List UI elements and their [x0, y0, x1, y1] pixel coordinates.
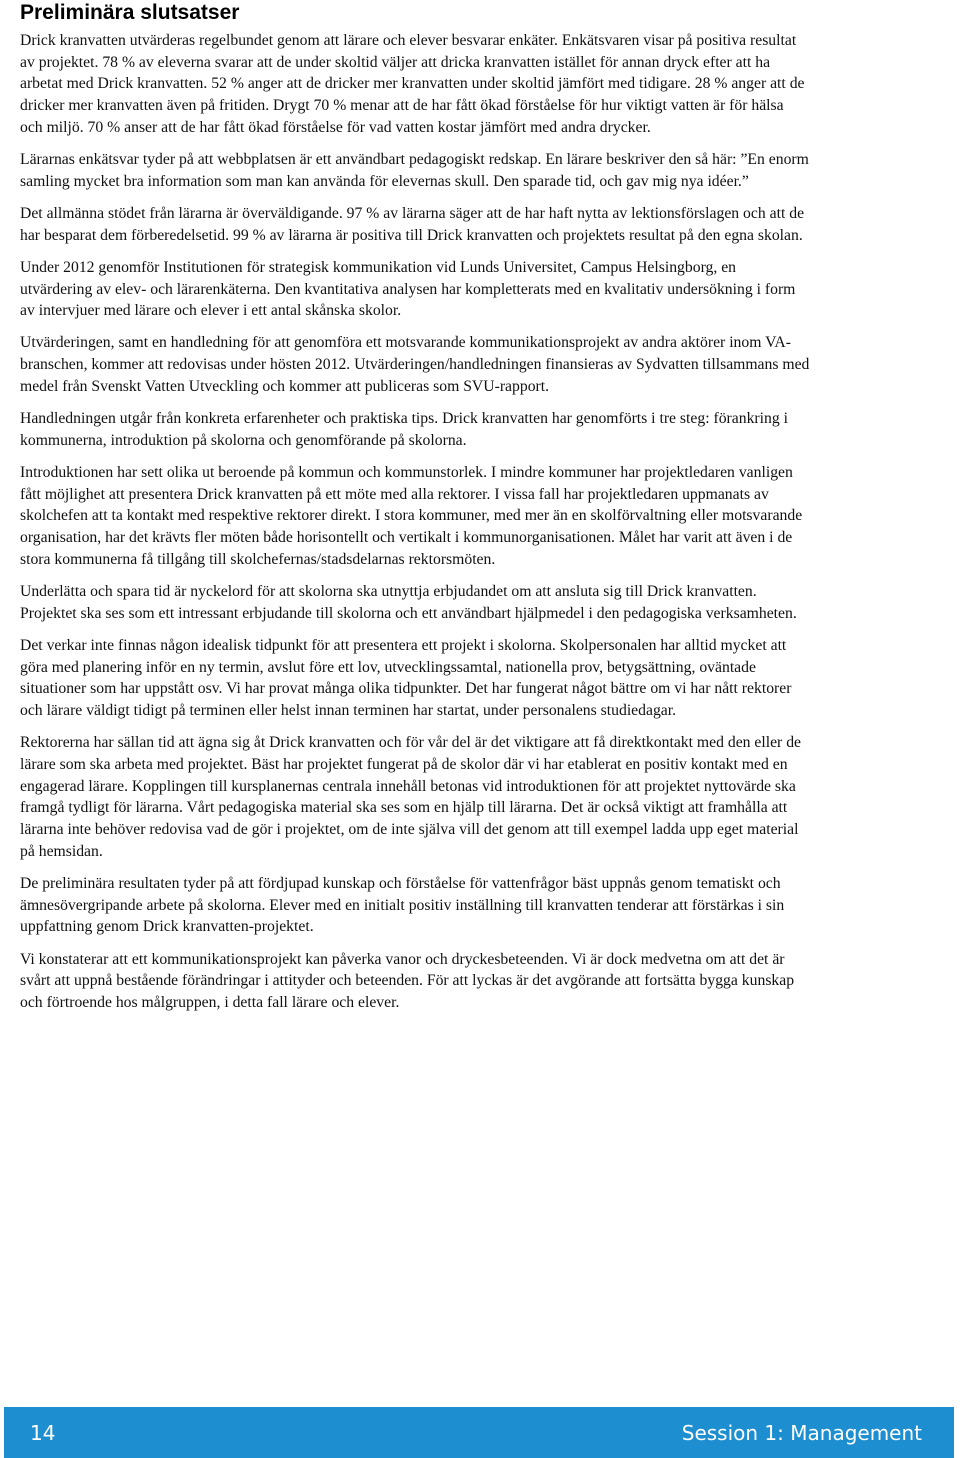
paragraph-evaluation-2012: Under 2012 genomför Institutionen för strategisk kommunikation vid Lunds Universitet, Campus Helsingborg, en utvärdering av elev- och lärarenkäterna. Den kvantitativa analysen har kompletterats med en kvalitativ undersökning i form av intervjuer med lärare och elever i ett antal skånska skolor.	[20, 258, 796, 320]
paragraph-preliminary-results: De preliminära resultaten tyder på att fördjupad kunskap och förståelse för vattenfrågor bäst uppnås genom tematiskt och ämnesövergripande arbete på skolorna. Elever med en initialt positiv inställning till kranvatten tenderar att förstärkas i sin uppfattning genom Drick kranvatten-projektet.	[20, 874, 785, 936]
section-heading: Preliminära slutsatser	[20, 1, 240, 24]
paragraph-save-time: Underlätta och spara tid är nyckelord för att skolorna ska utnyttja erbjudandet om att ansluta sig till Drick kranvatten. Projektet ska ses som ett intressant erbjudande till skolorna och ett användbart hjälpmedel i den pedagogiska verksamheten.	[20, 582, 797, 622]
page-number: 14	[30, 1421, 56, 1445]
paragraph-survey-results: Drick kranvatten utvärderas regelbundet genom att lärare och elever besvarar enkäter. Enkätsvaren visar på positiva resultat av projektet. 78 % av eleverna svarar att de under skoltid väljer att dricka kranvatten istället för annan dryck efter att ha arbetat med Drick kranvatten. 52 % anger att de dricker mer kranvatten under skoltid jämfört med tidigare. 28 % anger att de dricker mer kranvatten även på fritiden. Drygt 70 % menar att de har fått ökad förståelse för hur viktigt vatten är för hälsa och miljö. 70 % anser att de har fått ökad förståelse för vad vatten kostar jämfört med andra drycker.	[20, 32, 805, 136]
paragraph-guide-steps: Handledningen utgår från konkreta erfarenheter och praktiska tips. Drick kranvatten har genomförts i tre steg: förankring i kommunerna, introduktion på skolorna och genomförande på skolorna.	[20, 410, 788, 449]
paragraph-introduction: Introduktionen har sett olika ut beroende på kommun och kommunstorlek. I mindre kommuner har projektledaren vanligen fått möjlighet att presentera Drick kranvatten på ett möte med alla rektorer. I vissa fall har projektledaren uppmanats av skolchefen att ta kontakt med respektive rektorer direkt. I stora kommuner, med mer än en skolförvaltning eller motsvarande organisation, har det krävts fler möten både horisontellt och vertikalt i kommunorganisationen. Målet har varit att även i de stora kommunerna få tillgång till skolchefernas/stadsdelarnas rektorsmöten.	[20, 463, 803, 568]
paragraph-principals: Rektorerna har sällan tid att ägna sig åt Drick kranvatten och för vår del är det viktigare att få direktkontakt med den eller de lärare som ska arbeta med projektet. Bäst har projektet fungerat på de skolor där vi har etablerat en positiv kontakt med en engagerad lärare. Kopplingen till kursplanernas centrala innehåll betonas vid introduktionen för att projektet nyttovärde ska framgå tydligt för lärarna. Vårt pedagogiska material ska ses som en hjälp till lärarna. Det är också viktigt att framhålla att lärarna inte behöver redovisa vad de gör i projektet, om de inte själva vill det genom att till exempel ladda upp eget material på hemsidan.	[20, 734, 802, 860]
footer-edge	[0, 1409, 3, 1457]
paragraph-svu-report: Utvärderingen, samt en handledning för att genomföra ett motsvarande kommunikationsprojekt av andra aktörer inom VA-branschen, kommer att redovisas under hösten 2012. Utvärderingen/handledningen finansieras av Sydvatten tillsammans med medel från Svenskt Vatten Utveckling och kommer att publiceras som SVU-rapport.	[20, 334, 810, 395]
paragraph-teacher-feedback: Lärarnas enkätsvar tyder på att webbplatsen är ett användbart pedagogiskt redskap. En lärare beskriver den så här: ”En enorm samling mycket bra information som man kan använda för elevernas skull. Den sparade tid, och gav mig nya idéer.”	[20, 151, 809, 190]
paragraph-teacher-support: Det allmänna stödet från lärarna är överväldigande. 97 % av lärarna säger att de har haft nytta av lektionsförslagen och att de har besparat dem förberedelsetid. 99 % av lärarna är positiva till Drick kranvatten och projektets resultat på den egna skolan.	[20, 204, 805, 244]
body-text	[20, 30, 810, 1024]
page-footer	[0, 1405, 960, 1458]
footer-bar	[4, 1407, 954, 1458]
paragraph-timing: Det verkar inte finnas någon idealisk tidpunkt för att presentera ett projekt i skolorna. Skolpersonalen har alltid mycket att göra med planering inför en ny termin, avslut före ett lov, utvecklingssamtal, nationella prov, betygsättning, oväntade situationer som har uppstått osv. Vi har provat många olika tidpunkter. Det har fungerat något bättre om vi har nått rektorer och lärare väldigt tidigt på terminen eller helst innan terminen har startat, under personalens studiedagar.	[20, 636, 792, 719]
paragraph-conclusion: Vi konstaterar att ett kommunikationsprojekt kan påverka vanor och dryckesbeteenden. Vi är dock medvetna om att det är svårt att uppnå bestående förändringar i attityder och beteenden. För att lyckas är det avgörande att fortsätta bygga kunskap och förtroende hos målgruppen, i detta fall lärare och elever.	[20, 950, 795, 1011]
session-label: Session 1: Management	[681, 1421, 922, 1445]
